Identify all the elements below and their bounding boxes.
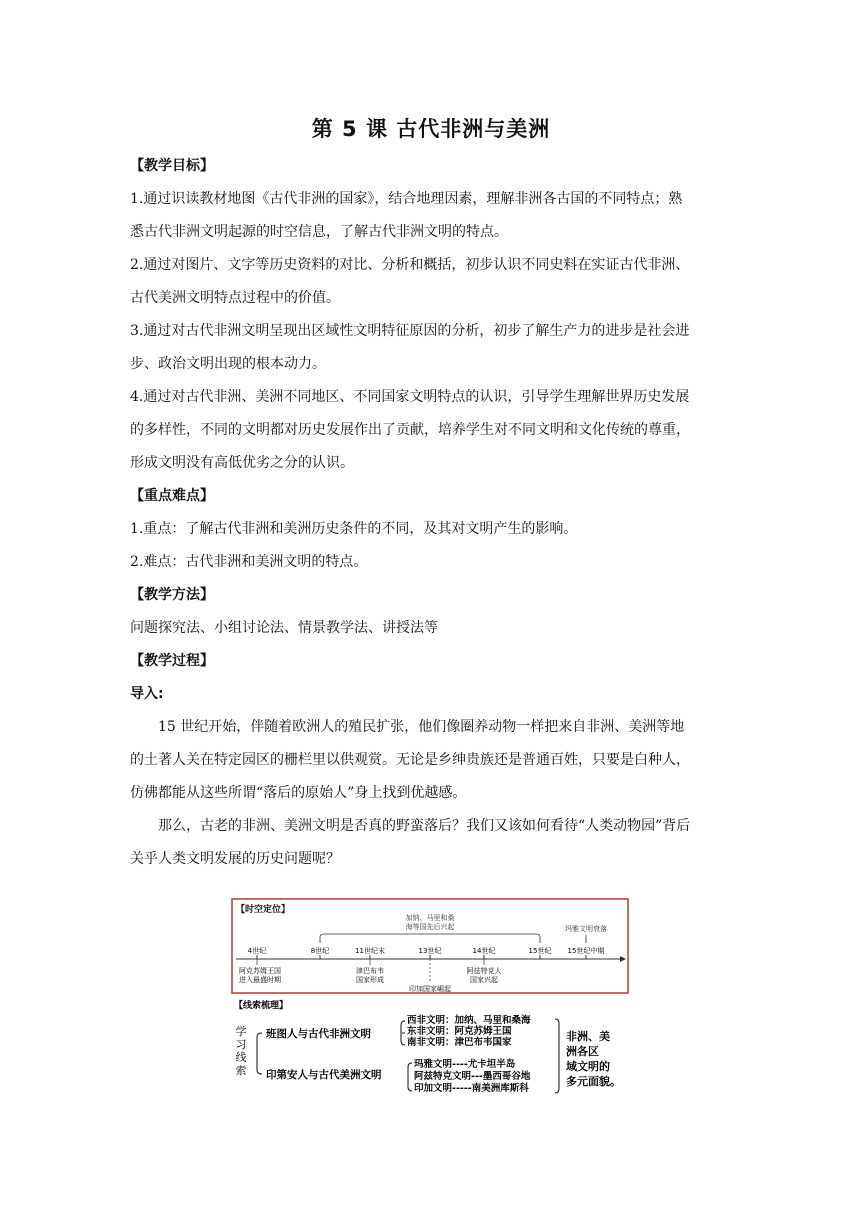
- africa-bracket: [401, 1021, 405, 1045]
- section-heading-methods: 【教学方法】: [130, 587, 214, 603]
- section-heading-key-points: 【重点难点】: [130, 488, 214, 504]
- question-line-1: 那么，古老的非洲、美洲文明是否真的野蛮落后？我们又该如何看待“人类动物园”背后: [158, 818, 691, 834]
- study-bracket: [257, 1033, 262, 1074]
- bracket-label-1: 加纳、马里和桑: [405, 914, 455, 922]
- section-heading-goals: 【教学目标】: [130, 158, 214, 174]
- lesson-body: [130, 150, 732, 876]
- summary-line-1: 非洲、美: [566, 1030, 610, 1043]
- below-label-4b: 国家兴起: [470, 976, 498, 984]
- key-point-difficulty: 2.难点：古代非洲和美洲文明的特点。: [130, 554, 368, 570]
- goal-4-line-1: 4.通过对古代非洲、美洲不同地区、不同国家文明特点的认识，引导学生理解世界历史发展: [130, 389, 690, 405]
- figure-svg: [112, 895, 638, 1105]
- below-label-1a: 阿克苏姆王国: [239, 967, 281, 975]
- maya-decline-label: 玛雅文明衰落: [565, 925, 607, 933]
- study-char-3: 线: [235, 1051, 247, 1064]
- study-char-4: 索: [235, 1064, 247, 1077]
- intro-line-2: 的土著人关在特定园区的栅栏里以供观赏。无论是乡绅贵族还是普通百姓，只要是白种人，: [130, 752, 690, 768]
- clues-label: 【线索梳理】: [234, 1001, 289, 1011]
- lesson-title: 第 5 课 古代非洲与美洲: [311, 117, 551, 141]
- tick-label-3: 11世纪末: [355, 947, 385, 955]
- america-item-1: 玛雅文明----尤卡坦半岛: [414, 1059, 516, 1070]
- america-item-3: 印加文明-----南美洲库斯科: [414, 1083, 529, 1094]
- timeline-figure: [112, 895, 638, 1105]
- africa-item-1: 西非文明：加纳、马里和桑海: [407, 1015, 531, 1026]
- intro-line-3: 仿佛都能从这些所谓“落后的原始人”身上找到优越感。: [130, 785, 467, 801]
- below-label-3: 印加国家崛起: [409, 985, 451, 993]
- below-label-4a: 阿兹特克人: [466, 967, 502, 975]
- america-item-2: 阿兹特克文明---墨西哥谷地: [414, 1071, 531, 1082]
- goal-4-line-2: 的多样性，不同的文明都对历史发展作出了贡献，培养学生对不同文明和文化传统的尊重，: [130, 422, 690, 438]
- goal-3-line-2: 步、政治文明出现的根本动力。: [130, 356, 326, 372]
- study-char-1: 学: [235, 1025, 247, 1038]
- africa-item-3: 南非文明：津巴布韦国家: [407, 1037, 512, 1048]
- goal-1-line-2: 悉古代非洲文明起源的时空信息，了解古代非洲文明的特点。: [130, 224, 508, 240]
- summary-line-2: 洲各区: [566, 1045, 599, 1058]
- section-heading-process: 【教学过程】: [130, 653, 214, 669]
- intro-line-1: 15 世纪开始，伴随着欧洲人的殖民扩张，他们像圈养动物一样把来自非洲、美洲等地: [158, 719, 685, 735]
- below-label-2b: 国家形成: [356, 976, 384, 984]
- below-label-2a: 津巴布韦: [356, 967, 384, 975]
- goal-2-line-1: 2.通过对图片、文字等历史资料的对比、分析和概括，初步认识不同史料在实证古代非洲、: [130, 257, 690, 273]
- goal-1-line-1: 1.通过识读教材地图《古代非洲的国家》，结合地理因素，理解非洲各古国的不同特点；熟: [130, 191, 683, 207]
- tick-label-6: 15世纪: [528, 947, 552, 955]
- tick-label-7: 15世纪中期: [567, 947, 605, 955]
- key-point-focus: 1.重点：了解古代非洲和美洲历史条件的不同，及其对文明产生的影响。: [130, 521, 578, 537]
- study-char-2: 习: [235, 1038, 247, 1051]
- goal-4-line-3: 形成文明没有高低优劣之分的认识。: [130, 455, 354, 471]
- below-label-1b: 进入最盛时期: [239, 976, 281, 984]
- question-line-2: 关乎人类文明发展的历史问题呢？: [130, 851, 340, 867]
- tick-label-4: 13世纪: [418, 947, 442, 955]
- tick-label-2: 8世纪: [310, 947, 330, 955]
- timeline-label: 【时空定位】: [236, 905, 291, 915]
- goal-3-line-1: 3.通过对古代非洲文明呈现出区域性文明特征原因的分析，初步了解生产力的进步是社会进: [130, 323, 690, 339]
- intro-heading: 导入:: [130, 686, 164, 702]
- teaching-methods: 问题探究法、小组讨论法、情景教学法、讲授法等: [130, 620, 438, 636]
- summary-bracket: [555, 1019, 559, 1093]
- goal-2-line-2: 古代美洲文明特点过程中的价值。: [130, 290, 340, 306]
- tick-label-1: 4世纪: [247, 947, 267, 955]
- summary-line-3: 域文明的: [566, 1060, 610, 1073]
- branch-africa: 班图人与古代非洲文明: [266, 1028, 371, 1040]
- bracket-label-2: 海等国先后兴起: [405, 923, 455, 931]
- tick-label-5: 14世纪: [472, 947, 496, 955]
- summary-line-4: 多元面貌。: [566, 1075, 621, 1088]
- branch-america: 印第安人与古代美洲文明: [266, 1069, 382, 1081]
- africa-item-2: 东非文明：阿克苏姆王国: [407, 1026, 512, 1037]
- america-bracket: [408, 1063, 412, 1091]
